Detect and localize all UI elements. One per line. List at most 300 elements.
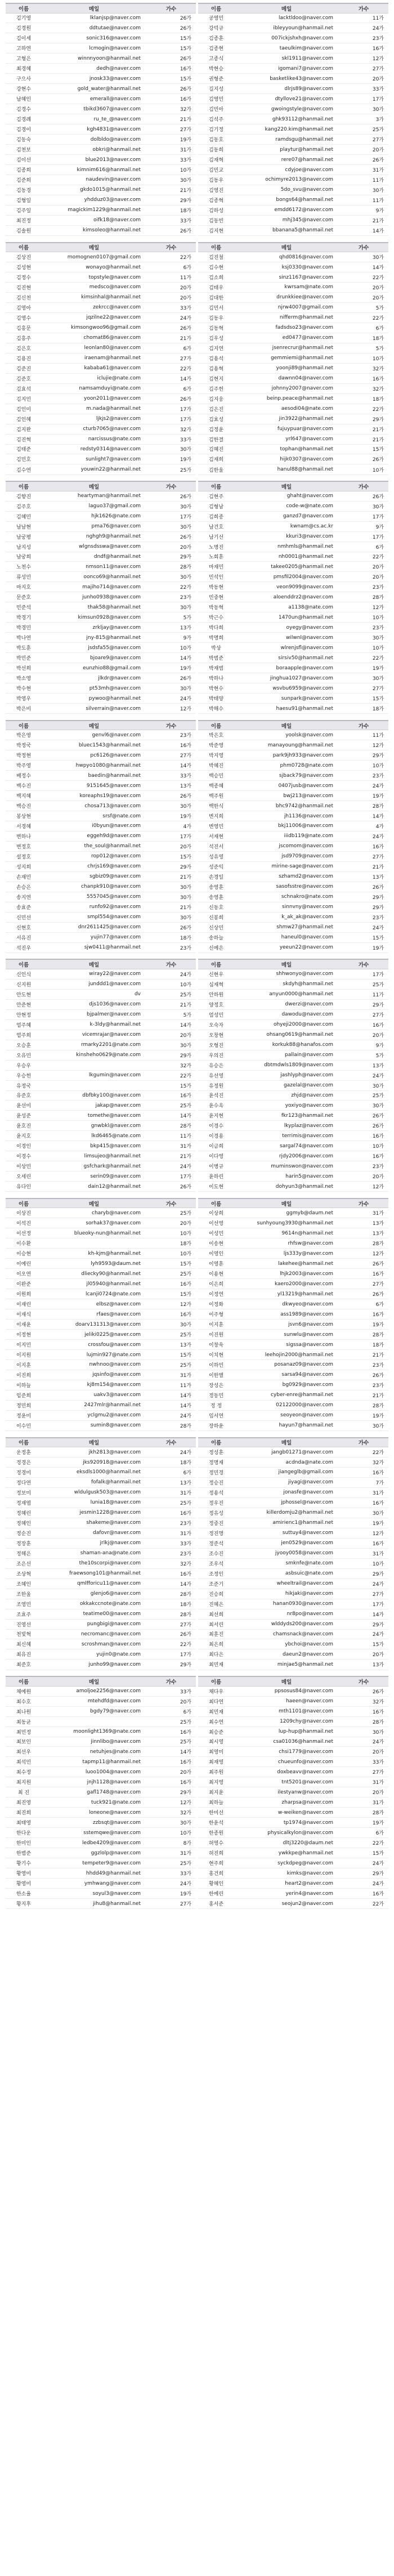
cell-email: eunzhio88@gmail.com bbox=[42, 663, 146, 673]
table-row bbox=[6, 175, 196, 185]
cell-name: 최민재 bbox=[198, 1706, 234, 1716]
cell-age: 19가 bbox=[146, 663, 196, 673]
cell-name: 신현호 bbox=[6, 922, 42, 932]
cell-age: 28가 bbox=[339, 801, 388, 811]
cell-email: yujin0@nate.com bbox=[42, 1649, 146, 1660]
table-row bbox=[198, 135, 388, 145]
header-name: 이름 bbox=[198, 721, 234, 730]
cell-name: 정동민 bbox=[198, 1390, 234, 1400]
table-row bbox=[6, 104, 196, 114]
cell-name: 석진우 bbox=[6, 942, 42, 952]
cell-email: jphossel@naver.com bbox=[234, 1497, 339, 1508]
cell-email: charyb@naver.com bbox=[42, 1208, 146, 1218]
table-row bbox=[6, 1269, 196, 1279]
cell-email: jangb01271@naver.com bbox=[234, 1447, 339, 1457]
cell-name: 변정호 bbox=[6, 841, 42, 851]
cell-age: 31가 bbox=[339, 1777, 388, 1787]
cell-name: 정우진 bbox=[198, 1497, 234, 1508]
table-row bbox=[6, 1787, 196, 1797]
cell-email: lacktldoo@naver.com bbox=[234, 13, 339, 23]
table-row bbox=[198, 781, 388, 791]
cell-age: 16가 bbox=[339, 1269, 388, 1279]
cell-name: 황지후 bbox=[6, 1899, 42, 1909]
cell-name: 신지원 bbox=[6, 979, 42, 989]
cell-name: 이영인 bbox=[198, 1249, 234, 1259]
table-row bbox=[198, 1599, 388, 1609]
cell-age: 10가 bbox=[339, 353, 388, 363]
cell-email: fadsdso23@naver.com bbox=[234, 323, 339, 333]
cell-name: 김형일 bbox=[6, 195, 42, 205]
table-row bbox=[198, 84, 388, 94]
cell-email: sunlight7@naver.com bbox=[42, 454, 146, 464]
cell-name: 오세린 bbox=[6, 1171, 42, 1182]
member-table-left bbox=[6, 1437, 196, 1670]
cell-age: 16가 bbox=[146, 740, 196, 750]
cell-name: 최승준 bbox=[198, 1727, 234, 1737]
cell-email: oifk18@naver.com bbox=[42, 215, 146, 225]
cell-name: 황기수 bbox=[6, 1858, 42, 1868]
table-row bbox=[198, 821, 388, 831]
cell-email: ybchoi@naver.com bbox=[234, 1639, 339, 1649]
cell-email: acdnda@nate.com bbox=[234, 1457, 339, 1468]
table-row bbox=[6, 262, 196, 272]
cell-name: 정민희 bbox=[6, 1400, 42, 1410]
cell-email: ohsang0619@hanmail.net bbox=[234, 1030, 339, 1040]
cell-age: 26가 bbox=[339, 1111, 388, 1121]
cell-name: 윤선미 bbox=[6, 1101, 42, 1111]
table-row bbox=[6, 501, 196, 511]
table-row bbox=[6, 582, 196, 592]
cell-age: 18가 bbox=[146, 1238, 196, 1249]
cell-name: 김기정 bbox=[198, 124, 234, 135]
cell-age: 17가 bbox=[339, 511, 388, 521]
cell-name: 남궁평 bbox=[6, 531, 42, 542]
cell-email: tempeter9@naver.com bbox=[42, 1858, 146, 1868]
table-row bbox=[6, 1228, 196, 1238]
cell-age: 10가 bbox=[146, 1249, 196, 1259]
cell-email: thak58@hanmail.net bbox=[42, 602, 146, 612]
table-row bbox=[6, 1040, 196, 1050]
cell-name: 김인혜 bbox=[6, 414, 42, 424]
cell-name: 유정원 bbox=[198, 1080, 234, 1090]
table-row bbox=[6, 531, 196, 542]
table-row bbox=[6, 1548, 196, 1558]
cell-age: 6가 bbox=[146, 1706, 196, 1716]
table-row bbox=[6, 1716, 196, 1727]
cell-age: 20가 bbox=[146, 1696, 196, 1706]
cell-name: 박민준 bbox=[6, 653, 42, 663]
cell-email: jkh2813@naver.com bbox=[42, 1447, 146, 1457]
cell-name: 이재린 bbox=[6, 1299, 42, 1309]
cell-email: teatime00@naver.com bbox=[42, 1609, 146, 1619]
cell-name: 고형은 bbox=[6, 53, 42, 64]
cell-name: 김진현 bbox=[6, 283, 42, 293]
cell-age: 16가 bbox=[339, 1706, 388, 1716]
table-row bbox=[6, 771, 196, 781]
cell-name: 윤성준 bbox=[6, 1111, 42, 1121]
cell-name: 김동숙 bbox=[6, 135, 42, 145]
cell-name: 현주희 bbox=[198, 1858, 234, 1868]
table-row bbox=[198, 1050, 388, 1060]
cell-name: 이지민 bbox=[6, 1340, 42, 1350]
cell-name: 이경인 bbox=[6, 1141, 42, 1151]
cell-email: cdyjoe@naver.com bbox=[234, 165, 339, 175]
cell-email: wlddyds200@naver.com bbox=[234, 1619, 339, 1629]
cell-name: 박동혁 bbox=[198, 602, 234, 612]
cell-age: 20가 bbox=[339, 74, 388, 84]
cell-email: jsvn6@naver.com bbox=[234, 1320, 339, 1330]
cell-email: lcmogin@naver.com bbox=[42, 43, 146, 53]
table-row bbox=[198, 531, 388, 542]
cell-name: 안준현 bbox=[6, 999, 42, 1009]
table-row bbox=[6, 1111, 196, 1121]
cell-email: pywoo@hanmail.net bbox=[42, 694, 146, 704]
cell-name: 최보인 bbox=[6, 1737, 42, 1747]
table-row bbox=[6, 165, 196, 175]
cell-age: 9가 bbox=[339, 1040, 388, 1050]
table-row bbox=[198, 1538, 388, 1548]
table-row bbox=[6, 562, 196, 572]
cell-email: winnnyoon@hanmail.net bbox=[42, 53, 146, 64]
cell-age: 22가 bbox=[146, 582, 196, 592]
cell-age: 25가 bbox=[339, 124, 388, 135]
cell-email: qmlfforicu11@naver.com bbox=[42, 1578, 146, 1589]
table-row bbox=[6, 1828, 196, 1838]
header-age: 가수 bbox=[339, 1438, 388, 1447]
cell-age: 30가 bbox=[146, 521, 196, 531]
table-row bbox=[6, 1879, 196, 1889]
cell-name: 남기선 bbox=[198, 531, 234, 542]
cell-age: 10가 bbox=[146, 979, 196, 989]
member-table-left bbox=[6, 1676, 196, 1909]
cell-name: 유선영 bbox=[198, 1070, 234, 1080]
cell-name: 황영미 bbox=[6, 1879, 42, 1889]
cell-name: 이경수 bbox=[198, 1121, 234, 1131]
table-row bbox=[6, 393, 196, 404]
table-row bbox=[198, 1269, 388, 1279]
cell-name: 한다운 bbox=[6, 1828, 42, 1838]
table-row bbox=[198, 1420, 388, 1430]
cell-email: momognen0107@gmail.com bbox=[42, 252, 146, 262]
cell-age: 6가 bbox=[146, 343, 196, 353]
cell-age: 33가 bbox=[146, 155, 196, 165]
cell-name: 노천수 bbox=[6, 562, 42, 572]
cell-name: 최준호 bbox=[6, 1660, 42, 1670]
cell-email: kkuri3@naver.com bbox=[234, 531, 339, 542]
cell-name: 조준기 bbox=[198, 1578, 234, 1589]
table-row bbox=[6, 1629, 196, 1639]
cell-email: szhamd2@naver.com bbox=[234, 871, 339, 882]
table-row bbox=[198, 283, 388, 293]
cell-age: 31가 bbox=[339, 1548, 388, 1558]
cell-email: yoonji89@hanmail.net bbox=[234, 363, 339, 373]
cell-name: 김우성 bbox=[198, 333, 234, 343]
table-row bbox=[198, 312, 388, 323]
cell-email: jsenrecrur@hanmail.net bbox=[234, 343, 339, 353]
cell-age: 23가 bbox=[146, 1548, 196, 1558]
table-row bbox=[6, 292, 196, 302]
cell-name: 송영훈 bbox=[198, 892, 234, 902]
cell-name: 박범준 bbox=[198, 653, 234, 663]
cell-email: dlrjs89@naver.com bbox=[234, 84, 339, 94]
cell-age: 16가 bbox=[146, 64, 196, 74]
cell-name: 정경미 bbox=[6, 1468, 42, 1478]
cell-name: 김영민 bbox=[198, 94, 234, 104]
cell-name: 정윤미 bbox=[6, 1410, 42, 1420]
cell-email: w-weiken@naver.com bbox=[234, 1808, 339, 1818]
table-row bbox=[198, 841, 388, 851]
table-row bbox=[198, 104, 388, 114]
table-row bbox=[198, 1808, 388, 1818]
cell-age: 23가 bbox=[339, 623, 388, 633]
cell-name: 김동혁 bbox=[198, 323, 234, 333]
table-row bbox=[198, 414, 388, 424]
cell-email: chamsnack@naver.com bbox=[234, 1629, 339, 1639]
cell-age: 13가 bbox=[339, 1060, 388, 1070]
header-name: 이름 bbox=[6, 1198, 42, 1208]
cell-name: 김향진 bbox=[6, 491, 42, 501]
cell-name: 김지웅 bbox=[198, 393, 234, 404]
cell-age: 16가 bbox=[146, 1508, 196, 1518]
cell-email: jks920918@naver.com bbox=[42, 1457, 146, 1468]
cell-age: 18가 bbox=[339, 704, 388, 714]
cell-age: 26가 bbox=[146, 53, 196, 64]
cell-name: 김동경 bbox=[6, 185, 42, 195]
cell-email: i0byun@naver.com bbox=[42, 821, 146, 831]
cell-age: 28가 bbox=[146, 1609, 196, 1619]
table-row bbox=[198, 43, 388, 53]
member-table-right bbox=[198, 959, 388, 1192]
table-row bbox=[198, 252, 388, 262]
cell-age: 18가 bbox=[146, 205, 196, 215]
cell-name: 박태양 bbox=[198, 694, 234, 704]
table-row bbox=[6, 542, 196, 552]
cell-age: 33가 bbox=[146, 1868, 196, 1879]
cell-name: 김상진 bbox=[6, 252, 42, 262]
cell-age: 17가 bbox=[339, 531, 388, 542]
cell-name: 정보미 bbox=[6, 1487, 42, 1497]
cell-age: 9가 bbox=[339, 205, 388, 215]
cell-name: 안현정 bbox=[6, 1009, 42, 1019]
cell-email: yhdduz03@naver.com bbox=[42, 195, 146, 205]
cell-email: skdyh@hanmail.net bbox=[234, 979, 339, 989]
cell-name: 박정현 bbox=[6, 750, 42, 761]
cell-age: 15가 bbox=[339, 932, 388, 942]
cell-email: iraenam@hanmail.net bbox=[42, 353, 146, 363]
cell-age: 24가 bbox=[339, 922, 388, 932]
cell-name: 손승은 bbox=[6, 882, 42, 892]
cell-email: smknfe@nate.com bbox=[234, 1558, 339, 1568]
cell-email: jin3922@hanmail.net bbox=[234, 414, 339, 424]
cell-name: 김흥문 bbox=[6, 323, 42, 333]
cell-age: 25가 bbox=[146, 1737, 196, 1747]
cell-email: jakap@naver.com bbox=[42, 1101, 146, 1111]
cell-age: 24가 bbox=[146, 1447, 196, 1457]
cell-name: 박은호 bbox=[198, 730, 234, 740]
table-row bbox=[198, 1400, 388, 1410]
cell-age: 31가 bbox=[146, 1848, 196, 1858]
table-row bbox=[198, 1380, 388, 1390]
cell-name: 운정훈 bbox=[6, 1447, 42, 1457]
cell-email: beinp.peace@hanmail.net bbox=[234, 393, 339, 404]
cell-email: dawodu@naver.com bbox=[234, 1009, 339, 1019]
cell-email: gazelal@naver.com bbox=[234, 1080, 339, 1090]
cell-email: 9614n@hanmail.net bbox=[234, 1228, 339, 1238]
cell-email: lakehee@hanmail.net bbox=[234, 1259, 339, 1269]
table-row bbox=[6, 1030, 196, 1040]
cell-name: 김태준 bbox=[6, 444, 42, 454]
table-row bbox=[198, 1070, 388, 1080]
cell-email: junho0938@naver.com bbox=[42, 592, 146, 602]
cell-age: 30가 bbox=[146, 882, 196, 892]
header-email: 메일 bbox=[42, 721, 146, 730]
table-row bbox=[198, 1228, 388, 1238]
cell-email: 02122000@naver.com bbox=[234, 1400, 339, 1410]
table-row bbox=[6, 1468, 196, 1478]
table-row bbox=[6, 283, 196, 293]
cell-age: 26가 bbox=[146, 1629, 196, 1639]
cell-age: 11가 bbox=[146, 272, 196, 283]
cell-age: 26가 bbox=[146, 491, 196, 501]
table-row bbox=[198, 1868, 388, 1879]
cell-age: 26가 bbox=[339, 1370, 388, 1380]
table-row bbox=[198, 333, 388, 343]
cell-name: 유다인 bbox=[6, 1182, 42, 1192]
cell-email: kimsoleo@hanmail.net bbox=[42, 225, 146, 235]
cell-name: 김민아 bbox=[198, 104, 234, 114]
table-row bbox=[6, 1121, 196, 1131]
cell-age: 30가 bbox=[339, 501, 388, 511]
cell-email: skl1911@naver.com bbox=[234, 53, 339, 64]
cell-name: 김경례 bbox=[6, 114, 42, 124]
table-row bbox=[6, 1747, 196, 1757]
header-age: 가수 bbox=[146, 1676, 196, 1686]
member-table-right bbox=[198, 242, 388, 475]
cell-email: kwrsam@nate.com bbox=[234, 283, 339, 293]
cell-name: 정진명 bbox=[198, 1528, 234, 1538]
cell-email: emerall@naver.com bbox=[42, 94, 146, 104]
cell-name: 김천보 bbox=[6, 145, 42, 155]
cell-age: 23가 bbox=[339, 771, 388, 781]
cell-age: 22가 bbox=[339, 552, 388, 562]
table-row bbox=[198, 521, 388, 531]
cell-age: 21가 bbox=[146, 1151, 196, 1161]
cell-name: 백한식 bbox=[198, 801, 234, 811]
cell-email: junddd1@naver.com bbox=[42, 979, 146, 989]
cell-email: bhc9742@hanmail.net bbox=[234, 801, 339, 811]
cell-age: 21가 bbox=[339, 861, 388, 871]
cell-age: 10가 bbox=[339, 464, 388, 475]
cell-name: 민중현 bbox=[198, 592, 234, 602]
cell-name: 박은영 bbox=[6, 730, 42, 740]
table-row bbox=[198, 444, 388, 454]
table-row bbox=[198, 1548, 388, 1558]
cell-age: 14가 bbox=[146, 761, 196, 771]
cell-age: 12가 bbox=[339, 1182, 388, 1192]
cell-age: 23가 bbox=[146, 592, 196, 602]
cell-name: 김민호 bbox=[6, 454, 42, 464]
cell-name: 박상 bbox=[198, 643, 234, 653]
cell-age: 5가 bbox=[339, 343, 388, 353]
cell-age: 21가 bbox=[146, 114, 196, 124]
cell-name: 공영민 bbox=[198, 13, 234, 23]
cell-name: 이성민 bbox=[198, 1228, 234, 1238]
cell-name: 신예은 bbox=[198, 942, 234, 952]
cell-age: 30가 bbox=[339, 1420, 388, 1430]
cell-name: 고하연 bbox=[6, 43, 42, 53]
cell-name: 고종식 bbox=[198, 53, 234, 64]
cell-email: runfo92@naver.com bbox=[42, 902, 146, 912]
cell-age: 6가 bbox=[339, 542, 388, 552]
cell-name: 이재윤 bbox=[6, 1320, 42, 1330]
table-row bbox=[198, 175, 388, 185]
cell-email: wheeltrail@naver.com bbox=[234, 1578, 339, 1589]
cell-age: 19가 bbox=[339, 791, 388, 801]
cell-age: 33가 bbox=[339, 1757, 388, 1767]
cell-email: heart2@naver.com bbox=[234, 1879, 339, 1889]
cell-email: jyooy0058@naver.com bbox=[234, 1548, 339, 1558]
cell-age: 29가 bbox=[146, 1660, 196, 1670]
cell-email: manayoung@hanmail.net bbox=[234, 740, 339, 750]
cell-age: 19가 bbox=[146, 454, 196, 464]
cell-name: 한소율 bbox=[6, 1889, 42, 1899]
cell-age: 19가 bbox=[146, 1889, 196, 1899]
table-row bbox=[198, 383, 388, 393]
cell-name: 이지원 bbox=[6, 1350, 42, 1360]
header-name: 이름 bbox=[198, 959, 234, 969]
cell-age: 29가 bbox=[339, 1568, 388, 1578]
table-row bbox=[198, 23, 388, 33]
cell-email: jl05940@hanmail.net bbox=[42, 1279, 146, 1289]
table-row bbox=[6, 740, 196, 750]
cell-name: 조수진 bbox=[198, 1548, 234, 1558]
cell-name: 임준희 bbox=[6, 1390, 42, 1400]
cell-age: 16가 bbox=[146, 1279, 196, 1289]
table-row bbox=[198, 1457, 388, 1468]
cell-email: k-3ldy@hanmail.net bbox=[42, 1019, 146, 1030]
cell-email: jscomom@naver.com bbox=[234, 841, 339, 851]
cell-age: 25가 bbox=[146, 1716, 196, 1727]
table-row bbox=[6, 404, 196, 414]
cell-age: 27가 bbox=[146, 124, 196, 135]
table-block bbox=[6, 242, 388, 481]
cell-age: 29가 bbox=[146, 552, 196, 562]
cell-age: 27가 bbox=[339, 135, 388, 145]
cell-email: bjoare9@naver.com bbox=[42, 653, 146, 663]
cell-name: 김지완 bbox=[6, 424, 42, 434]
cell-age: 15가 bbox=[339, 694, 388, 704]
cell-name: 이정현 bbox=[6, 1330, 42, 1340]
table-row bbox=[198, 1568, 388, 1578]
cell-email: eksdls1000@hanmail.net bbox=[42, 1468, 146, 1478]
cell-email: leonlan80@naver.com bbox=[42, 343, 146, 353]
cell-age: 31가 bbox=[146, 1370, 196, 1380]
table-row bbox=[198, 464, 388, 475]
cell-name: 허진희 bbox=[198, 1848, 234, 1858]
table-row bbox=[6, 989, 196, 999]
table-row bbox=[6, 871, 196, 882]
cell-age: 21가 bbox=[146, 999, 196, 1009]
cell-name: 천빛혁 bbox=[6, 1629, 42, 1639]
table-row bbox=[6, 969, 196, 979]
table-row bbox=[6, 1060, 196, 1070]
table-row bbox=[198, 1289, 388, 1299]
table-row bbox=[6, 1410, 196, 1420]
table-row bbox=[198, 861, 388, 871]
table-row bbox=[198, 1487, 388, 1497]
cell-email: shaman-ana@nate.com bbox=[42, 1548, 146, 1558]
cell-email: serin09@naver.com bbox=[42, 1171, 146, 1182]
